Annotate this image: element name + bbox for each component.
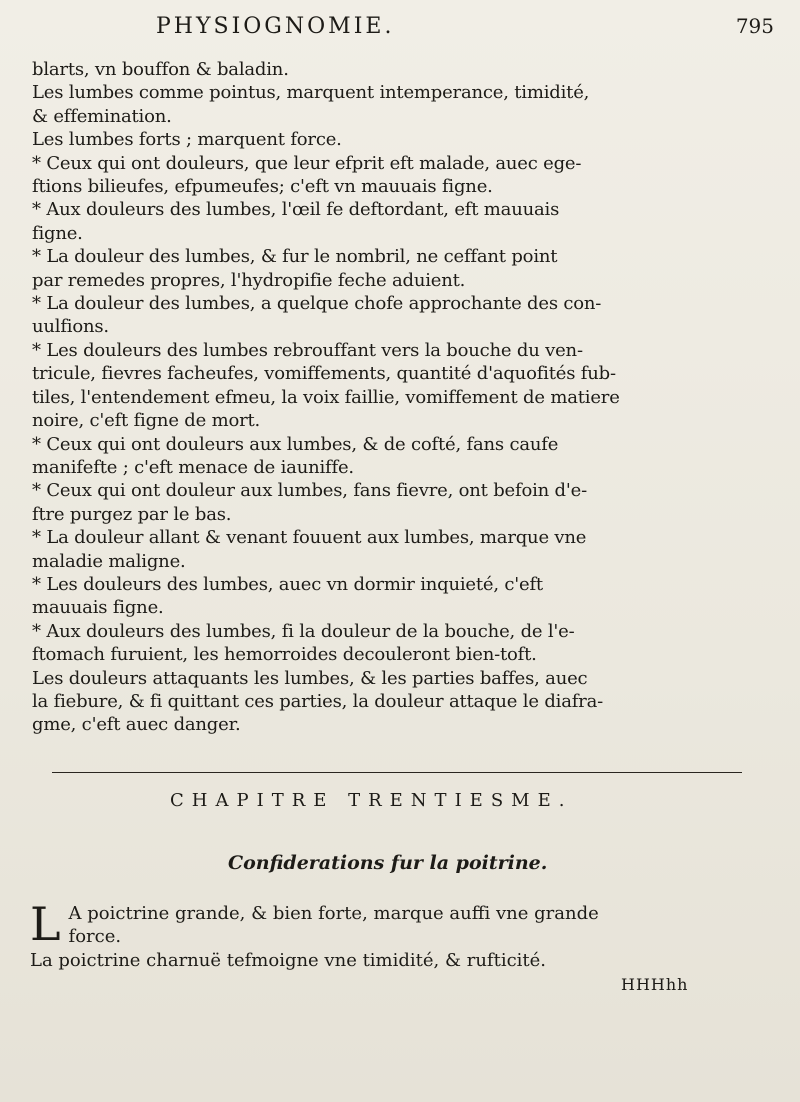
text-line: noire, c'eft figne de mort. — [32, 410, 261, 432]
text-line: ftions bilieufes, efpumeufes; c'eft vn mauuais figne. — [32, 176, 493, 198]
text-line: Les douleurs attaquants les lumbes, & les parties baffes, auec — [32, 667, 588, 689]
drop-cap: L — [30, 897, 61, 951]
text-line: ftre purgez par le bas. — [32, 503, 232, 525]
text-line: * Les douleurs des lumbes rebrouffant vers la bouche du ven- — [32, 339, 583, 361]
text-line: & effemination. — [32, 105, 172, 127]
chapter-title: CHAPITRE TRENTIESME. — [170, 790, 573, 811]
text-line: * Aux douleurs des lumbes, l'œil fe deftordant, eft mauuais — [32, 199, 560, 221]
page-header — [0, 14, 800, 48]
text-line: blarts, vn bouffon & baladin. — [32, 59, 289, 80]
text-line: Les lumbes forts ; marquent force. — [32, 129, 342, 151]
text-line: manifefte ; c'eft menace de iauniffe. — [32, 456, 354, 478]
section-text-block — [30, 897, 790, 972]
text-line: * Ceux qui ont douleurs, que leur efprit eft malade, auec ege- — [32, 152, 582, 174]
section-divider-rule — [52, 772, 742, 773]
text-line: * Ceux qui ont douleurs aux lumbes, & de cofté, fans caufe — [32, 433, 559, 455]
catchword: HHHhh — [621, 975, 689, 994]
text-line: tricule, fievres facheufes, vomiffements, quantité d'aquofités fub- — [32, 363, 616, 385]
text-line: Les lumbes comme pointus, marquent intemperance, timidité, — [32, 82, 590, 104]
page-number: 795 — [735, 14, 774, 38]
text-line: figne. — [32, 222, 83, 244]
section-title: Confiderations fur la poitrine. — [228, 852, 548, 874]
text-line: * Les douleurs des lumbes, auec vn dormir inquieté, c'eft — [32, 573, 543, 595]
main-text-block — [32, 58, 787, 737]
text-line: A poictrine grande, & bien forte, marque auffi vne grande — [68, 903, 599, 924]
text-line: maladie maligne. — [32, 550, 186, 572]
text-line: force. — [68, 926, 122, 948]
text-line: La poictrine charnuë tefmoigne vne timidité, & rufticité. — [30, 949, 547, 971]
text-line: gme, c'eft auec danger. — [32, 714, 241, 736]
text-line: * La douleur des lumbes, & fur le nombril, ne ceffant point — [32, 246, 558, 268]
text-line: la fiebure, & fi quittant ces parties, la douleur attaque le diafra- — [32, 690, 604, 712]
text-line: * Ceux qui ont douleur aux lumbes, fans fievre, ont befoin d'e- — [32, 480, 587, 502]
running-title: PHYSIOGNOMIE. — [156, 14, 395, 39]
text-line: ftomach furuient, les hemorroides decouleront bien-toft. — [32, 644, 537, 666]
text-line: tiles, l'entendement efmeu, la voix faillie, vomiffement de matiere — [32, 386, 620, 408]
text-line: * La douleur allant & venant fouuent aux lumbes, marque vne — [32, 527, 587, 549]
text-line: * Aux douleurs des lumbes, fi la douleur de la bouche, de l'e- — [32, 620, 575, 642]
text-line: uulfions. — [32, 316, 109, 338]
text-line: mauuais figne. — [32, 597, 164, 619]
text-line: * La douleur des lumbes, a quelque chofe approchante des con- — [32, 293, 602, 315]
text-line: par remedes propres, l'hydropifie feche aduient. — [32, 269, 466, 291]
